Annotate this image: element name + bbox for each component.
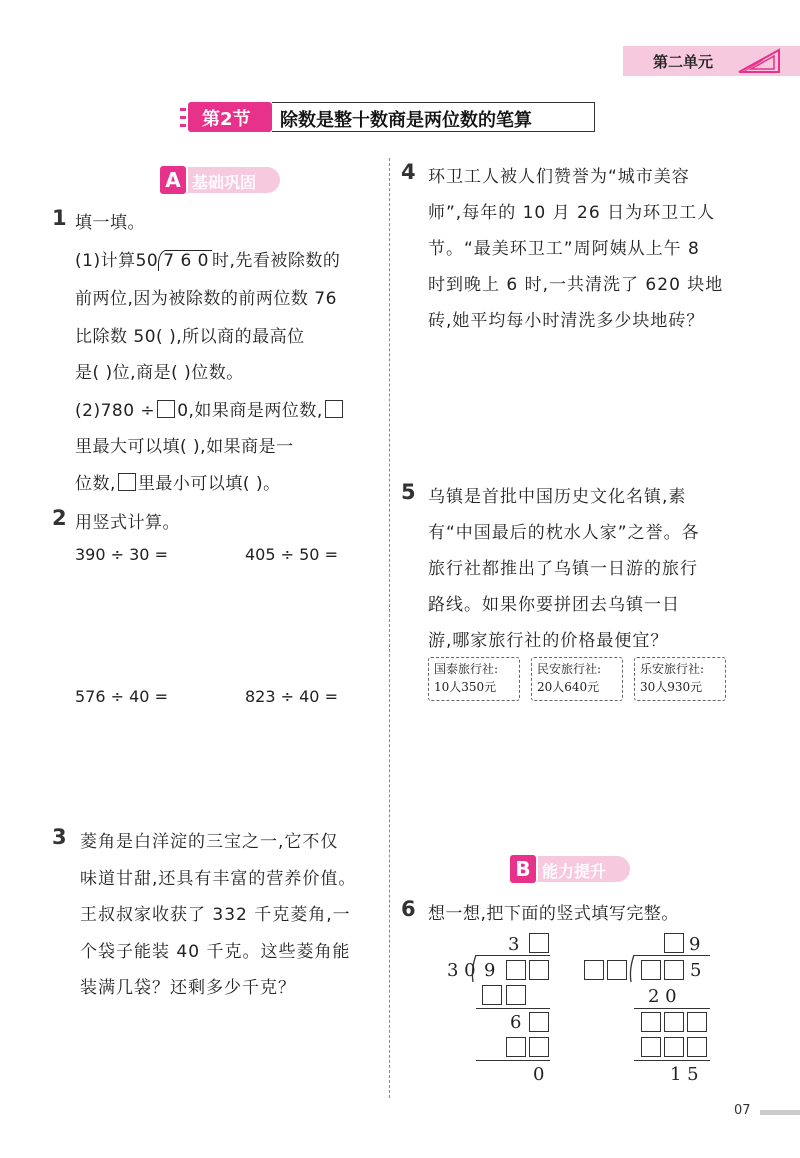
unit-tab (623, 46, 800, 76)
column-divider (389, 158, 390, 1098)
section-badge-text: 第2节 (202, 109, 251, 130)
q4-line: 节。“最美环卫工”周阿姨从上午 8 (428, 239, 700, 259)
q1-line: 比除数 50( ),所以商的最高位 (75, 327, 305, 347)
subtract-line (476, 1060, 550, 1061)
question-number: 3 (52, 825, 67, 849)
question-number: 2 (52, 506, 67, 530)
q5-line: 游,哪家旅行社的价格最便宜？ (428, 631, 669, 651)
question-title: 用竖式计算。 (75, 513, 180, 533)
digit-box[interactable] (529, 1012, 549, 1032)
digit-box[interactable] (641, 1037, 661, 1057)
agency-card (634, 657, 726, 701)
q5-line: 乌镇是首批中国历史文化名镇,素 (428, 487, 687, 507)
unit-label: 第二单元 (653, 53, 714, 71)
q1-line (75, 469, 281, 494)
dividend-digit: 5 (690, 960, 702, 981)
q1-line (75, 246, 340, 271)
text: 里最小可以填( )。 (137, 474, 281, 494)
digit-box[interactable] (641, 960, 661, 980)
calc-item: 576 ÷ 40 = (75, 687, 168, 706)
calc-item: 390 ÷ 30 = (75, 545, 168, 564)
q3-line: 菱角是白洋淀的三宝之一,它不仅 (80, 832, 339, 852)
title-tick (180, 116, 186, 119)
agency-name: 民安旅行社: (537, 662, 602, 676)
digit-box[interactable] (506, 1037, 526, 1057)
text: (2)780 ÷ (75, 401, 156, 421)
tag-advanced (510, 856, 630, 882)
q1-line (75, 396, 345, 421)
title-tick (180, 108, 186, 111)
dividend: 7 6 0 (163, 251, 209, 271)
digit-box[interactable] (529, 960, 549, 980)
q4-line: 砖,她平均每小时清洗多少块地砖？ (428, 311, 705, 331)
q1-line: 前两位,因为被除数的前两位数 76 (75, 289, 337, 309)
text: (1)计算 (75, 251, 136, 271)
section-title (272, 102, 595, 132)
q5-line: 路线。如果你要拼团去乌镇一日 (428, 595, 680, 615)
digit-box[interactable] (482, 985, 502, 1005)
q3-line: 王叔叔家收获了 332 千克菱角,一 (80, 905, 351, 925)
question-number: 6 (401, 897, 416, 921)
digit-box[interactable] (607, 960, 627, 980)
digit-box[interactable] (687, 1037, 707, 1057)
division-line (634, 955, 710, 956)
digit-box[interactable] (506, 985, 526, 1005)
digit-box[interactable] (664, 933, 684, 953)
text: 时,先看被除数的 (212, 251, 341, 271)
quotient-digit: 3 (508, 934, 520, 955)
subtract-line (634, 1060, 710, 1061)
q5-line: 有“中国最后的枕水人家”之誉。各 (428, 523, 700, 543)
tag-basic (160, 167, 280, 193)
q1-line: 里最大可以填( ),如果商是一 (75, 437, 294, 457)
answer-box[interactable] (118, 473, 136, 491)
agency-price: 30人930元 (640, 680, 703, 694)
question-number: 5 (401, 480, 416, 504)
remainder: 0 (533, 1064, 545, 1085)
page-number: 07 (734, 1103, 751, 1118)
division-line (476, 955, 550, 956)
answer-box[interactable] (157, 400, 175, 418)
subtract-line (634, 1008, 710, 1009)
text: 0,如果商是两位数, (177, 401, 323, 421)
subtract-line (476, 1008, 550, 1009)
divisor: 50 (135, 251, 159, 271)
calc-item: 405 ÷ 50 = (245, 545, 338, 564)
digit-box[interactable] (529, 1037, 549, 1057)
division-bracket (628, 955, 638, 983)
digit-box[interactable] (687, 1012, 707, 1032)
digit-box[interactable] (641, 1012, 661, 1032)
page-bar (760, 1110, 800, 1115)
digit-box[interactable] (664, 1012, 684, 1032)
q3-line: 装满几袋？还剩多少千克？ (80, 978, 296, 998)
agency-card (428, 657, 520, 701)
divisor: 3 0 (447, 960, 476, 981)
tag-letter: A (158, 164, 188, 196)
digit-box[interactable] (664, 1037, 684, 1057)
digit-box[interactable] (529, 933, 549, 953)
section-badge (188, 102, 272, 132)
question-number: 4 (401, 160, 416, 184)
q5-line: 旅行社都推出了乌镇一日游的旅行 (428, 559, 698, 579)
question-title: 填一填。 (75, 213, 145, 233)
agency-name: 国泰旅行社: (434, 662, 499, 676)
mid-digit: 6 (510, 1012, 522, 1033)
subtract-value: 2 0 (648, 986, 677, 1007)
digit-box[interactable] (664, 960, 684, 980)
agency-name: 乐安旅行社: (640, 662, 705, 676)
remainder: 1 5 (670, 1064, 699, 1085)
digit-box[interactable] (506, 960, 526, 980)
digit-box[interactable] (584, 960, 604, 980)
q4-line: 环卫工人被人们赞誉为“城市美容 (428, 167, 690, 187)
title-tick (180, 124, 186, 127)
agency-price: 10人350元 (434, 680, 497, 694)
tag-letter: B (508, 853, 538, 885)
q4-line: 时到晚上 6 时,一共清洗了 620 块地 (428, 275, 724, 295)
quotient-digit: 9 (689, 934, 701, 955)
division-bracket (470, 955, 480, 983)
q4-line: 师”,每年的 10 月 26 日为环卫工人 (428, 203, 716, 223)
agency-price: 20人640元 (537, 680, 600, 694)
q1-line: 是( )位,商是( )位数。 (75, 363, 244, 383)
answer-box[interactable] (325, 400, 343, 418)
tag-label: 基础巩固 (192, 173, 257, 192)
section-title-text: 除数是整十数商是两位数的笔算 (280, 110, 532, 131)
q3-line: 个袋子能装 40 千克。这些菱角能 (80, 942, 351, 962)
division-bracket (158, 250, 212, 271)
question-title: 想一想,把下面的竖式填写完整。 (428, 904, 679, 924)
dividend-digit: 9 (484, 960, 496, 981)
q3-line: 味道甘甜,还具有丰富的营养价值。 (80, 869, 357, 889)
agency-card (531, 657, 623, 701)
triangle-ruler-icon (733, 48, 785, 74)
calc-item: 823 ÷ 40 = (245, 687, 338, 706)
text: 位数, (75, 474, 116, 494)
question-number: 1 (52, 206, 67, 230)
tag-label: 能力提升 (542, 862, 607, 881)
